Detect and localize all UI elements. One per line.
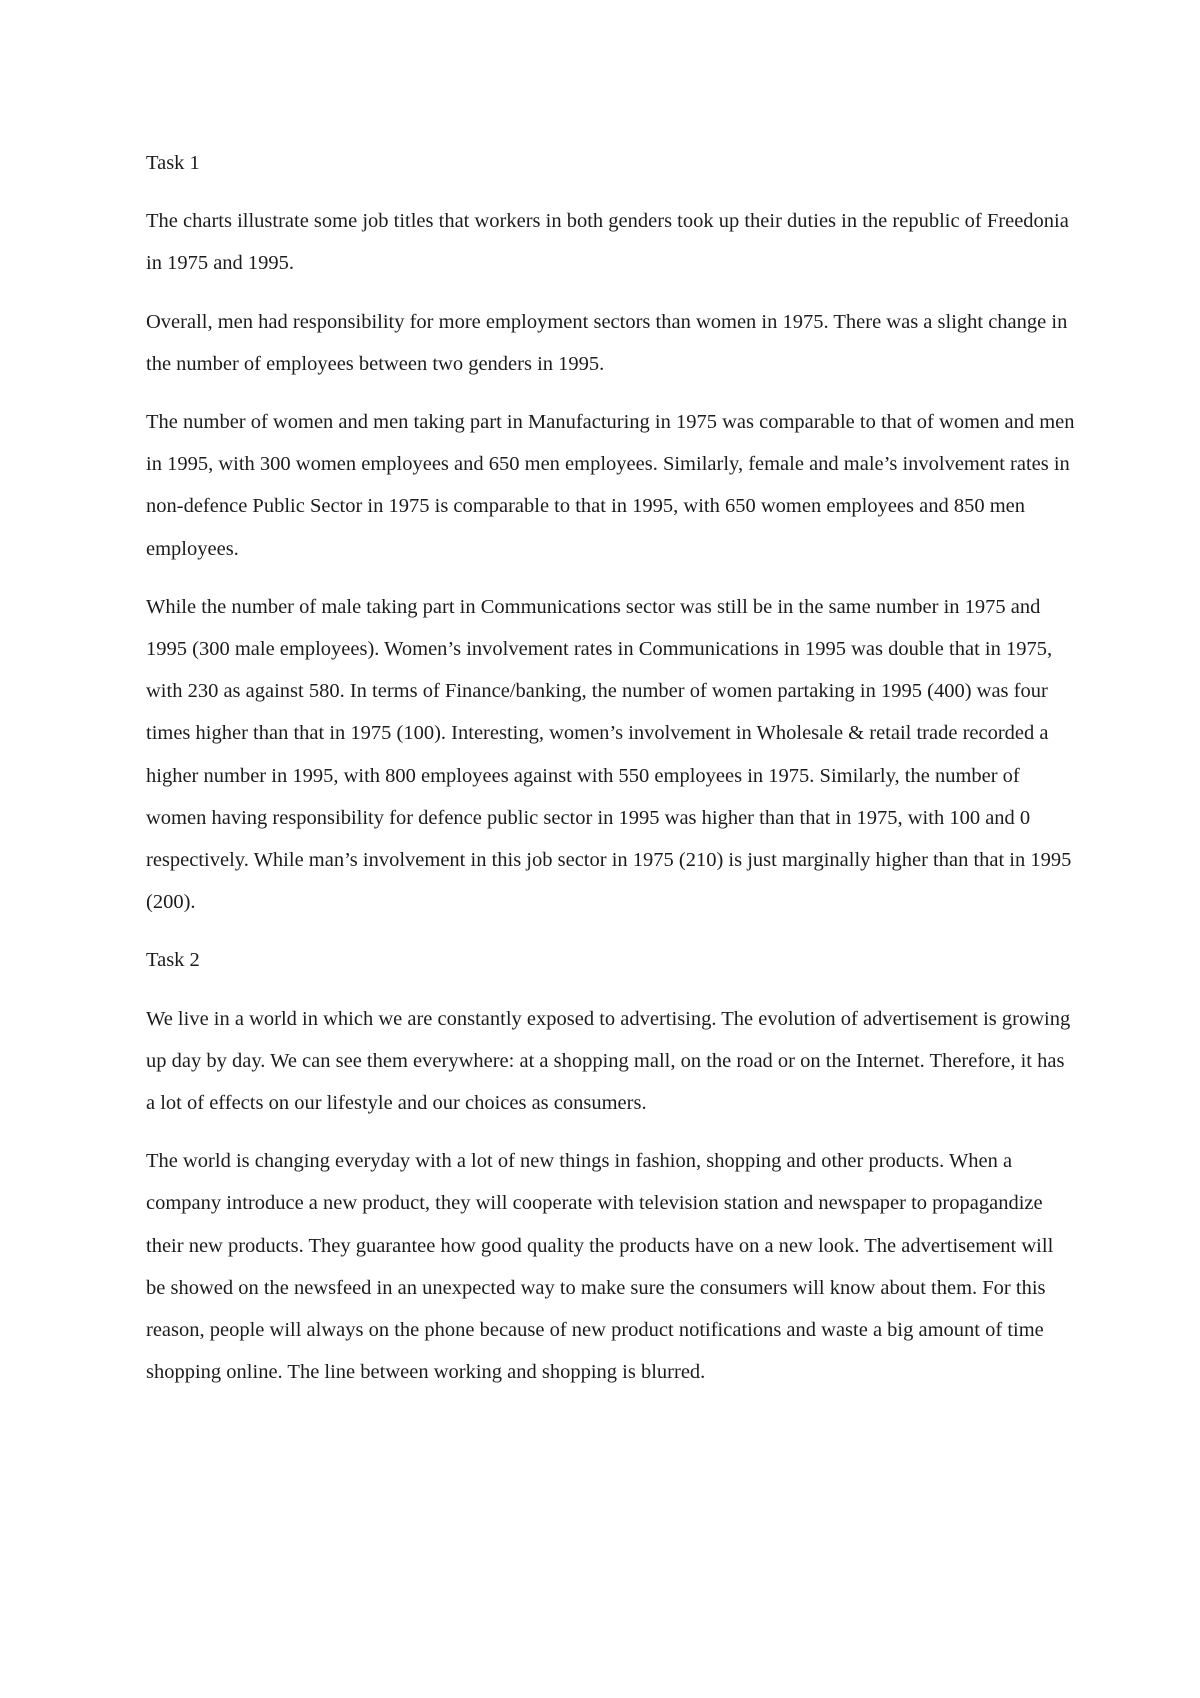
task-1-paragraph-3: The number of women and men taking part in Manufacturing in 1975 was comparable to that of women and men in 1995, with 300 women employees and 650 men employees. Similarly, female and male’s involvement rates in non-defence Public Sector in 1975 is comparable to that in 1995, with 650 women employees and 850 men employees. <box>146 411 1075 560</box>
document-page <box>146 142 1076 1409</box>
task-2-section <box>146 939 1076 1393</box>
task-1-paragraph-1: The charts illustrate some job titles that workers in both genders took up their duties in the republic of Freedonia in 1975 and 1995. <box>146 210 1069 275</box>
task-1-section <box>146 142 1076 923</box>
task-2-heading: Task 2 <box>146 949 200 972</box>
task-1-heading: Task 1 <box>146 152 200 174</box>
task-2-paragraph-1: We live in a world in which we are constantly exposed to advertising. The evolution of advertisement is growing up day by day. We can see them everywhere: at a shopping mall, on the road or on the Internet. Therefore, it has a lot of effects on our lifestyle and our choices as consumers. <box>146 1007 1071 1115</box>
task-2-paragraph-2: The world is changing everyday with a lot of new things in fashion, shopping and other products. When a company introduce a new product, they will cooperate with television station and newspaper to propagandize their new products. They guarantee how good quality the products have on a new look. The advertisement will be showed on the newsfeed in an unexpected way to make sure the consumers will know about them. For this reason, people will always on the phone because of new product notifications and waste a big amount of time shopping online. The line between working and shopping is blurred. <box>146 1150 1054 1384</box>
task-1-paragraph-2: Overall, men had responsibility for more employment sectors than women in 1975. There was a slight change in the number of employees between two genders in 1995. <box>146 310 1068 375</box>
task-1-paragraph-4: While the number of male taking part in Communications sector was still be in the same number in 1975 and 1995 (300 male employees). Women’s involvement rates in Communications in 1995 was double that in 1975, with 230 as against 580. In terms of Finance/banking, the number of women partaking in 1995 (400) was four times higher than that in 1975 (100). Interesting, women’s involvement in Wholesale & retail trade recorded a higher number in 1995, with 800 employees against with 550 employees in 1975. Similarly, the number of women having responsibility for defence public sector in 1995 was higher than that in 1975, with 100 and 0 respectively. While man’s involvement in this job sector in 1975 (210) is just marginally higher than that in 1995 (200). <box>146 595 1072 914</box>
